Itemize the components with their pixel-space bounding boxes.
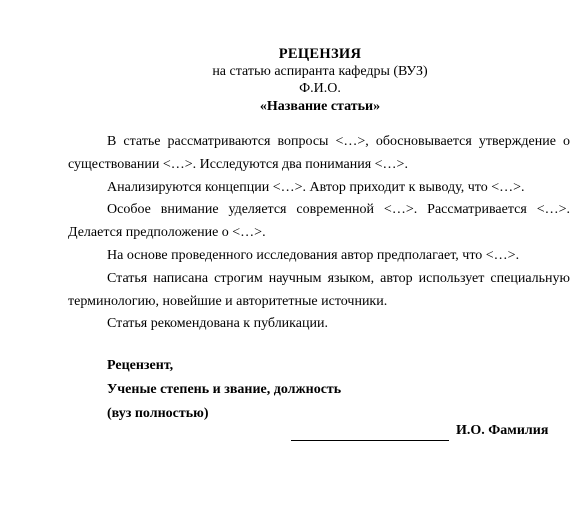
document-title: РЕЦЕНЗИЯ xyxy=(278,46,362,62)
review-body xyxy=(68,131,570,336)
paragraph-5: Статья написана строгим научным языком, автор использует специальную терминологию, новейшие и авторитетные источники. xyxy=(68,270,570,309)
paragraph-3: Особое внимание уделяется современной <…>. Рассматривается <…>. Делается предположение о <…>. xyxy=(68,202,570,241)
reviewer-name-placeholder: И.О. Фамилия xyxy=(456,423,549,438)
paragraph-1: В статье рассматриваются вопросы <…>, обосновывается утверждение о существовании <…>. Исследуются два понимания <…>. xyxy=(68,134,570,172)
paragraph-6: Статья рекомендована к публикации. xyxy=(107,316,328,332)
article-title: «Название статьи» xyxy=(259,99,381,114)
document-subtitle: на статью аспиранта кафедры (ВУЗ) xyxy=(212,64,428,79)
signature-line xyxy=(291,440,449,441)
paragraph-4: На основе проведенного исследования автор предполагает, что <…>. xyxy=(107,247,520,263)
paragraph-2: Анализируются концепции <…>. Автор приходит к выводу, что <…>. xyxy=(107,179,525,195)
reviewer-label: Рецензент, xyxy=(107,358,174,373)
signature-block xyxy=(107,354,341,426)
author-placeholder: Ф.И.О. xyxy=(299,81,341,96)
university-label: (вуз полностью) xyxy=(107,406,209,421)
degree-label: Ученые степень и звание, должность xyxy=(107,382,342,397)
